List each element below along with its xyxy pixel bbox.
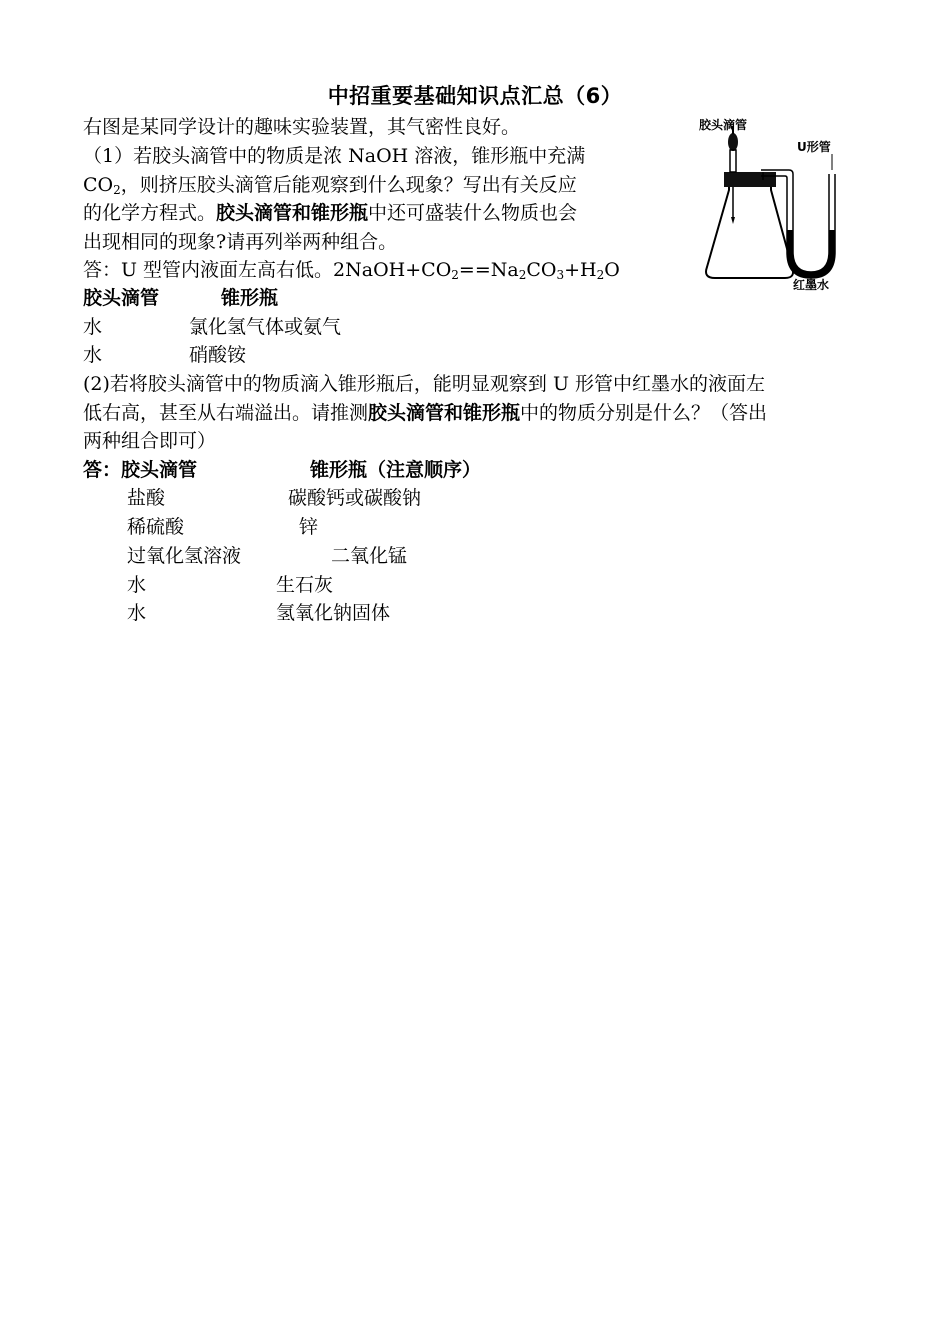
q2-row-1-flask: 碳酸钙或碳酸钠 (288, 487, 422, 509)
label-red-ink: 红墨水 (793, 278, 830, 292)
dropper-tube (730, 150, 736, 172)
u-tube-inner (761, 174, 835, 278)
rubber-stopper (724, 172, 776, 187)
q2-line-3: 两种组合即可） (83, 430, 217, 452)
page-title: 中招重要基础知识点汇总（6） (327, 84, 623, 108)
q1-line-4: 出现相同的现象?请再列举两种组合。 (83, 231, 398, 253)
q1-row-1-dropper: 水 (83, 316, 103, 338)
label-dropper: 胶头滴管 (699, 118, 748, 132)
ink-liquid (787, 230, 835, 278)
q2-header-flask: 锥形瓶（注意顺序） (310, 459, 482, 481)
q2-row-5-dropper: 水 (127, 602, 147, 624)
q2-line-2: 低右高，甚至从右端溢出。请推测胶头滴管和锥形瓶中的物质分别是什么？（答出 (83, 402, 768, 424)
q2-header-dropper: 答：胶头滴管 (83, 459, 198, 481)
q2-row-1-dropper: 盐酸 (127, 487, 166, 509)
intro-text: 右图是某同学设计的趣味实验装置，其气密性良好。 (83, 116, 521, 138)
dropper-bulb (728, 133, 738, 151)
conical-flask (706, 184, 793, 278)
q1-header-flask: 锥形瓶 (221, 287, 279, 309)
apparatus-drawing (693, 112, 868, 297)
q1-row-1-flask: 氯化氢气体或氨气 (189, 316, 342, 338)
q1-answer: 答：U 型管内液面左高右低。$2NaOH+CO_2==Na_2CO_3+H_2O$ (83, 259, 620, 282)
q1-row-2-flask: 硝酸铵 (189, 344, 247, 366)
q2-row-2-flask: 锌 (299, 516, 319, 538)
q2-row-4-flask: 生石灰 (276, 574, 334, 596)
apparatus-figure (693, 112, 868, 297)
q1-line-1: （1）若胶头滴管中的物质是浓 NaOH 溶液，锥形瓶中充满 (83, 145, 586, 167)
q2-row-4-dropper: 水 (127, 574, 147, 596)
q1-line-2: $CO_2$，则挤压胶头滴管后能观察到什么现象？写出有关反应 (83, 174, 577, 197)
q1-line-3: 的化学方程式。胶头滴管和锥形瓶中还可盛装什么物质也会 (83, 202, 578, 224)
q1-row-2-dropper: 水 (83, 344, 103, 366)
q2-row-5-flask: 氢氧化钠固体 (276, 602, 391, 624)
q2-row-3-flask: 二氧化锰 (331, 545, 408, 567)
q1-header-dropper: 胶头滴管 (83, 287, 160, 309)
label-u-tube: U形管 (797, 140, 831, 154)
q2-row-2-dropper: 稀硫酸 (127, 516, 185, 538)
q2-row-3-dropper: 过氧化氢溶液 (127, 545, 242, 567)
q2-line-1: (2)若将胶头滴管中的物质滴入锥形瓶后，能明显观察到 U 形管中红墨水的液面左 (83, 373, 766, 395)
